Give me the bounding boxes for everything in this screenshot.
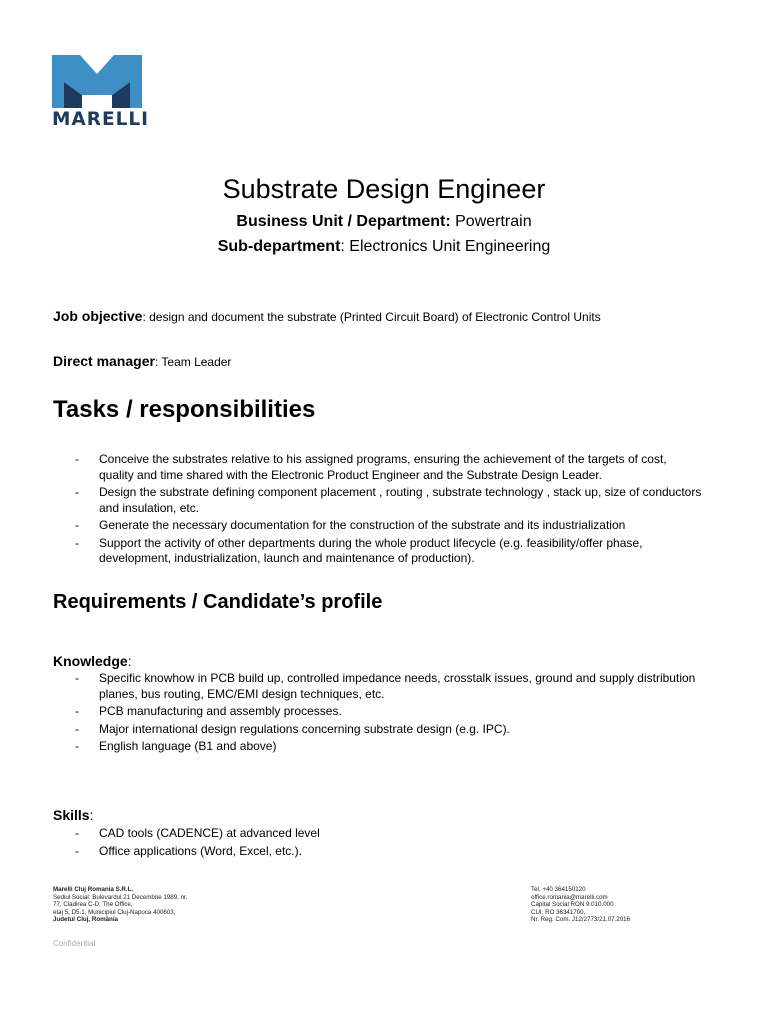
list-item: - Conceive the substrates relative to his assigned programs, ensuring the achievement of the targets of cost, quality and time shared with the Electronic Product Engineer and the Substrate Design Leader. <box>74 452 704 483</box>
footer-email: office.romania@marelli.com <box>531 893 608 901</box>
list-item: - Office applications (Word, Excel, etc.). <box>74 844 704 860</box>
footer-company-info <box>53 886 187 924</box>
business-unit-line <box>0 212 768 232</box>
tasks-list <box>74 452 704 569</box>
list-item: - Specific knowhow in PCB build up, controlled impedance needs, crosstalk issues, ground and supply distribution planes, bus routing, EMC/EMI design techniques, etc. <box>74 671 704 702</box>
sub-department-label: Sub-department <box>217 238 341 255</box>
list-item: - Major international design regulations concerning substrate design (e.g. IPC). <box>74 722 704 738</box>
knowledge-colon: : <box>127 653 132 669</box>
requirements-heading: Requirements / Candidate’s profile <box>53 591 383 613</box>
job-objective-label: Job objective <box>53 308 143 324</box>
footer-company-name: Marelli Cluj Romania S.R.L. <box>53 886 134 893</box>
footer-address-line: etaj 5, D5.1, Municipiul Cluj-Napoca 400603, <box>53 908 176 916</box>
tasks-heading: Tasks / responsibilities <box>53 396 316 423</box>
footer-contact-info <box>531 886 630 924</box>
sub-department-line <box>0 237 768 257</box>
list-item: - Generate the necessary documentation for the construction of the substrate and its industrialization <box>74 518 704 534</box>
list-item: - Design the substrate defining component placement , routing , substrate technology , stack up, size of conductors and insulation, etc. <box>74 485 704 516</box>
marelli-logo <box>52 55 150 130</box>
knowledge-heading <box>53 652 132 670</box>
confidential-label: Confidential <box>53 939 96 948</box>
skills-list <box>74 826 704 861</box>
direct-manager-value: : Team Leader <box>154 355 232 369</box>
footer-address-line: Sediul Social: Bulevardul 21 Decembrie 1989, nr. <box>53 893 188 901</box>
list-item: - PCB manufacturing and assembly processes. <box>74 704 704 720</box>
skills-heading <box>53 806 93 824</box>
footer-cui: CUI: RO 36341700, <box>531 908 586 916</box>
list-item: - Support the activity of other departments during the whole product lifecycle (e.g. feasibility/offer phase, development, industrialization, launch and maintenance of production). <box>74 536 704 567</box>
skills-label: Skills <box>53 807 90 823</box>
page-title: Substrate Design Engineer <box>222 174 546 204</box>
logo-wordmark: MARELLI <box>52 109 150 130</box>
list-item: - English language (B1 and above) <box>74 739 704 755</box>
marelli-m-icon <box>52 55 142 108</box>
knowledge-list <box>74 671 704 757</box>
footer-address-line: 77, Cladirea C-D, The Office, <box>53 901 133 909</box>
footer-reg: Nr. Reg. Com. J12/2773/21.07.2016 <box>531 916 631 924</box>
skills-colon: : <box>89 807 94 823</box>
footer-capital: Capital Social RON 9.010.000 <box>531 901 614 909</box>
footer-address-line: Judetul Cluj, România <box>53 916 118 924</box>
list-item: - CAD tools (CADENCE) at advanced level <box>74 826 704 842</box>
job-objective-value: : design and document the substrate (Printed Circuit Board) of Electronic Control Units <box>142 310 601 324</box>
direct-manager-line <box>53 353 231 370</box>
knowledge-label: Knowledge <box>53 653 128 669</box>
business-unit-value: Powertrain <box>450 213 532 230</box>
sub-department-value: : Electronics Unit Engineering <box>340 238 551 255</box>
business-unit-label: Business Unit / Department: <box>236 213 451 230</box>
footer-phone: Tel. +40 364150120 <box>531 886 586 893</box>
direct-manager-label: Direct manager <box>53 353 155 369</box>
job-objective-line <box>53 308 601 325</box>
